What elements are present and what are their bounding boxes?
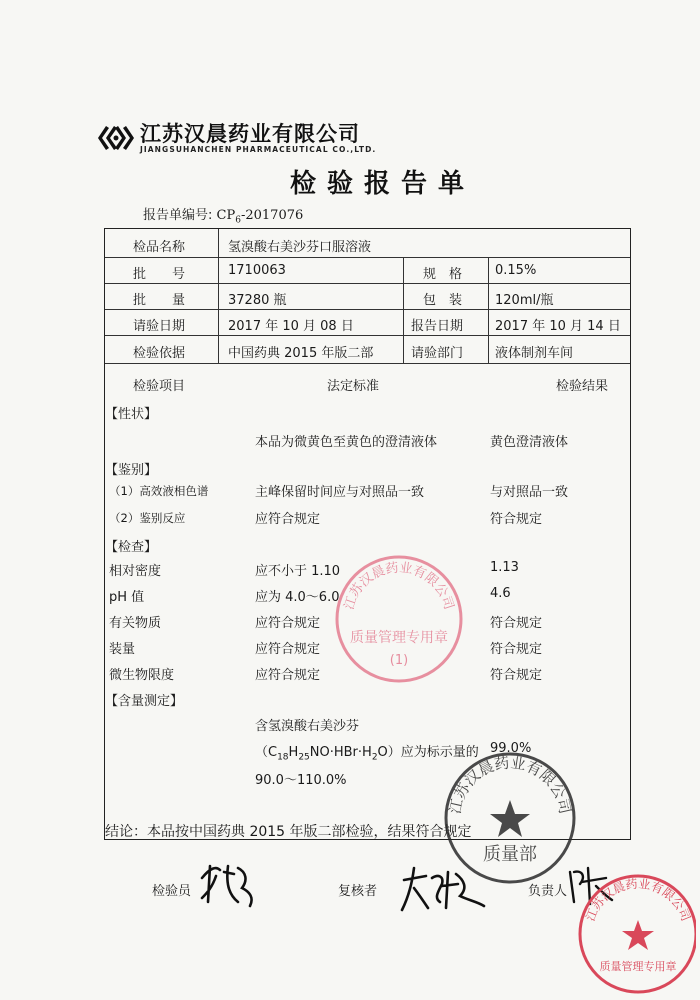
batch-number-value: 1710063	[228, 263, 286, 278]
inspection-basis-label: 检验依据	[133, 346, 186, 361]
formula-sub-1: 18	[277, 752, 289, 763]
report-title: 检验报告单	[290, 169, 476, 199]
batch-quantity-label: 批 量	[133, 293, 186, 308]
product-name-label: 检品名称	[133, 240, 186, 255]
request-dept-label: 请验部门	[411, 346, 464, 361]
package-label: 包 装	[423, 293, 463, 308]
manager-label: 负责人	[528, 884, 568, 899]
report-date-label: 报告日期	[411, 319, 464, 334]
reviewer-label: 复核者	[338, 884, 378, 899]
conclusion: 结论：本品按中国药典 2015 年版二部检验，结果符合规定	[105, 824, 472, 840]
formula-part-d: O）应为标示量的	[377, 745, 479, 760]
section-inspection: 【检查】	[105, 540, 158, 555]
section-assay: 【含量测定】	[105, 694, 184, 709]
corner-stamp-bottom-text: 质量管理专用章	[599, 960, 677, 973]
related-substances-result: 符合规定	[490, 616, 543, 631]
section-properties: 【性状】	[105, 407, 158, 422]
batch-quantity-value: 37280 瓶	[228, 293, 287, 308]
density-item: 相对密度	[109, 564, 162, 579]
svg-text:江苏汉晨药业有限公司	[583, 877, 693, 923]
fill-volume-item: 装量	[109, 642, 136, 657]
formula-part-b: H	[288, 745, 299, 760]
appearance-standard: 本品为微黄色至黄色的澄清液体	[255, 435, 438, 450]
quality-dept-stamp-icon	[440, 748, 580, 888]
assay-result: 99.0%	[490, 741, 532, 756]
batch-number-label: 批 号	[133, 267, 186, 282]
qa-stamp-top-text: 江苏汉晨药业有限公司	[341, 560, 457, 612]
formula-sub-2: 25	[298, 752, 310, 763]
company-logo-icon	[94, 118, 138, 158]
section-identification: 【鉴别】	[105, 463, 158, 478]
svg-text:江苏汉晨药业有限公司	[342, 561, 456, 612]
reaction-standard: 应符合规定	[255, 512, 321, 527]
request-date-label: 请验日期	[133, 319, 186, 334]
density-result: 1.13	[490, 560, 519, 575]
report-date-value: 2017 年 10 月 14 日	[495, 319, 621, 334]
inspector-signature	[198, 858, 260, 912]
request-date-value: 2017 年 10 月 08 日	[228, 319, 354, 334]
company-name-cn: 江苏汉晨药业有限公司	[140, 122, 360, 146]
spec-value: 0.15%	[495, 263, 537, 278]
fill-volume-result: 符合规定	[490, 642, 543, 657]
ph-item: pH 值	[109, 590, 145, 605]
ph-result: 4.6	[490, 586, 511, 601]
microbial-limit-item: 微生物限度	[109, 668, 175, 683]
hplc-standard: 主峰保留时间应与对照品一致	[255, 485, 425, 500]
hplc-item: （1）高效液相色谱	[109, 484, 209, 498]
microbial-limit-standard: 应符合规定	[255, 668, 321, 683]
density-standard: 应不小于 1.10	[255, 564, 341, 579]
fill-volume-standard: 应符合规定	[255, 642, 321, 657]
report-number-suffix: -2017076	[240, 208, 304, 223]
report-number-label: 报告单编号:	[143, 208, 213, 223]
ph-standard: 应为 4.0～6.0	[255, 590, 340, 605]
product-name-value: 氢溴酸右美沙芬口服溶液	[228, 240, 372, 255]
inspection-basis-value: 中国药典 2015 年版二部	[228, 346, 374, 361]
related-substances-standard: 应符合规定	[255, 616, 321, 631]
column-standard-header: 法定标准	[327, 379, 380, 394]
report-number-value	[216, 208, 304, 226]
quality-stamp-top-text: 江苏汉晨药业有限公司	[445, 753, 575, 816]
reaction-item: （2）鉴别反应	[109, 511, 186, 525]
package-value: 120ml/瓶	[495, 293, 554, 308]
formula-part-c: NO·HBr·H	[309, 745, 372, 760]
report-number-prefix: CP	[216, 208, 236, 223]
column-item-header: 检验项目	[133, 379, 186, 394]
qa-stamp-bottom-text: 质量管理专用章	[350, 630, 448, 646]
spec-label: 规 格	[423, 267, 463, 282]
company-name-en: JIANGSUHANCHEN PHARMACEUTICAL CO.,LTD.	[140, 145, 377, 154]
corner-stamp-top-text: 江苏汉晨药业有限公司	[583, 876, 693, 924]
hplc-result: 与对照品一致	[490, 485, 569, 500]
appearance-result: 黄色澄清液体	[490, 435, 569, 450]
related-substances-item: 有关物质	[109, 616, 162, 631]
report-number-sub: 6	[235, 215, 241, 226]
assay-range: 90.0～110.0%	[255, 773, 347, 788]
qa-stamp-number: (1)	[389, 653, 409, 668]
qa-seal-stamp-icon	[330, 550, 468, 688]
request-dept-value: 液体制剂车间	[495, 346, 574, 361]
microbial-limit-result: 符合规定	[490, 668, 543, 683]
corner-seal-stamp-icon	[570, 868, 696, 998]
formula-part-a: （C	[255, 745, 278, 760]
report-number	[143, 204, 303, 226]
reaction-result: 符合规定	[490, 512, 543, 527]
formula-sub-3: 2	[371, 752, 378, 763]
inspector-label: 检验员	[152, 884, 192, 899]
quality-stamp-bottom-text: 质量部	[483, 844, 537, 865]
column-result-header: 检验结果	[556, 379, 609, 394]
assay-description: 含氢溴酸右美沙芬	[255, 719, 360, 734]
